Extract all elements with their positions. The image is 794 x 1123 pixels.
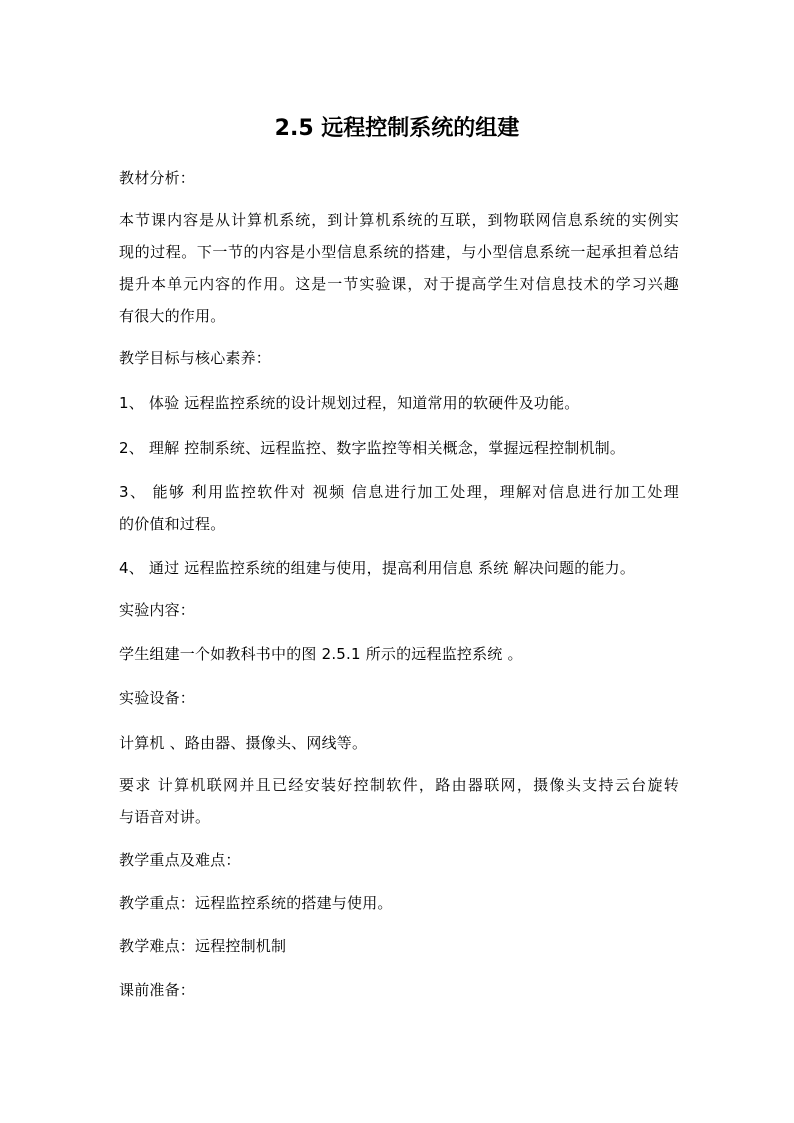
section-heading-experiment: 实验内容： (119, 601, 196, 619)
goal-item: 3、 能够 利用监控软件对 视频 信息进行加工处理，理解对信息进行加工处理 (119, 483, 679, 501)
experiment-text: 学生组建一个如教科书中的图 2.5.1 所示的远程监控系统 。 (119, 645, 523, 663)
paragraph-line: 本节课内容是从计算机系统，到计算机系统的互联，到物联网信息系统的实例实 (119, 211, 679, 229)
paragraph-line: 有很大的作用。 (119, 307, 226, 325)
section-heading-equipment: 实验设备： (119, 689, 196, 707)
section-heading-material: 教材分析： (119, 169, 196, 187)
section-heading-key-points: 教学重点及难点： (119, 851, 241, 869)
requirement-line: 与语音对讲。 (119, 808, 211, 826)
goal-item-continued: 的价值和过程。 (119, 515, 226, 533)
requirement-line: 要求 计算机联网并且已经安装好控制软件，路由器联网，摄像头支持云台旋转 (119, 776, 679, 794)
page-title: 2.5 远程控制系统的组建 (274, 116, 520, 141)
equipment-text: 计算机 、路由器、摄像头、网线等。 (119, 734, 368, 752)
goal-item: 4、 通过 远程监控系统的组建与使用，提高利用信息 系统 解决问题的能力。 (119, 559, 636, 577)
section-heading-goals: 教学目标与核心素养： (119, 349, 272, 367)
goal-item: 2、 理解 控制系统、远程监控、数字监控等相关概念，掌握远程控制机制。 (119, 439, 626, 457)
paragraph-line: 提升本单元内容的作用。这是一节实验课，对于提高学生对信息技术的学习兴趣 (119, 275, 679, 293)
difficult-point-text: 教学难点：远程控制机制 (119, 937, 287, 955)
paragraph-line: 现的过程。下一节的内容是小型信息系统的搭建，与小型信息系统一起承担着总结 (119, 243, 679, 261)
key-point-text: 教学重点：远程监控系统的搭建与使用。 (119, 894, 393, 912)
goal-item: 1、 体验 远程监控系统的设计规划过程，知道常用的软硬件及功能。 (119, 394, 580, 412)
section-heading-preparation: 课前准备： (119, 981, 196, 999)
